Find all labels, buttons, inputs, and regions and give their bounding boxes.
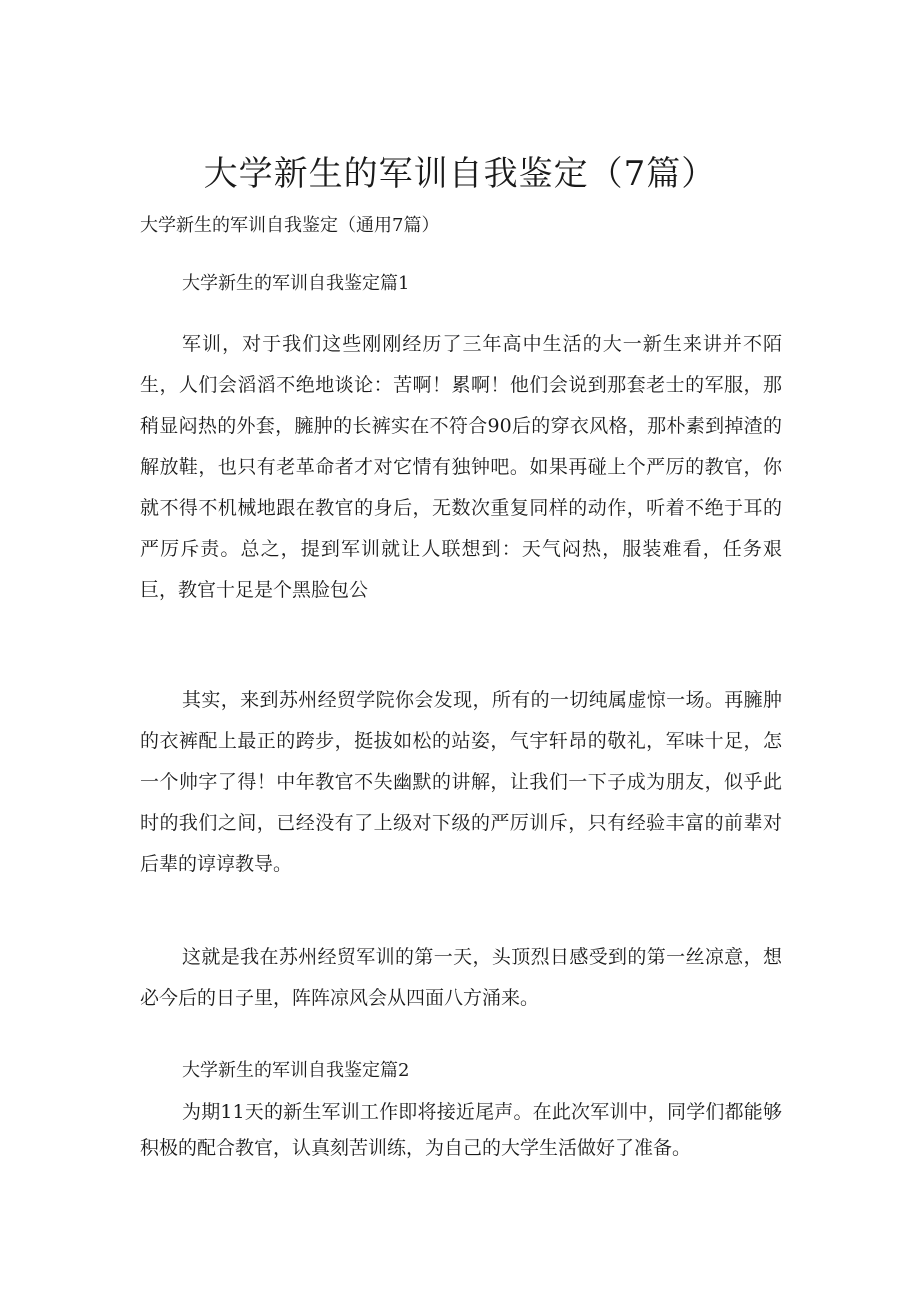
section-heading-1: 大学新生的军训自我鉴定篇1 xyxy=(182,273,410,294)
section-1-paragraph-1: 军训，对于我们这些刚刚经历了三年高中生活的大一新生来讲并不陌生，人们会滔滔不绝地谈论：苦啊！累啊！他们会说到那套老士的军服，那稍显闷热的外套，臃肿的长裤实在不符合90后的穿衣风格，那朴素到掉渣的解放鞋，也只有老革命者才对它情有独钟吧。如果再碰上个严厉的教官，你就不得不机械地跟在教官的身后，无数次重复同样的动作，听着不绝于耳的严厉斥责。总之，提到军训就让人联想到：天气闷热，服装难看，任务艰巨，教官十足是个黑脸包公 xyxy=(140,333,782,601)
document-subtitle: 大学新生的军训自我鉴定（通用7篇） xyxy=(140,215,440,236)
section-2-paragraph-1: 为期11天的新生军训工作即将接近尾声。在此次军训中，同学们都能够积极的配合教官，认真刻苦训练，为自己的大学生活做好了准备。 xyxy=(140,1101,782,1159)
section-1-paragraph-2: 其实，来到苏州经贸学院你会发现，所有的一切纯属虚惊一场。再臃肿的衣裤配上最正的跨步，挺拔如松的站姿，气宇轩昂的敬礼，军味十足，怎一个帅字了得！中年教官不失幽默的讲解，让我们一下子成为朋友，似乎此时的我们之间，已经没有了上级对下级的严厉训斥，只有经验丰富的前辈对后辈的谆谆教导。 xyxy=(140,689,782,875)
section-heading-2: 大学新生的军训自我鉴定篇2 xyxy=(182,1060,410,1081)
document-title: 大学新生的军训自我鉴定（7篇） xyxy=(203,154,717,194)
section-1-paragraph-3: 这就是我在苏州经贸军训的第一天，头顶烈日感受到的第一丝凉意，想必今后的日子里，阵阵凉风会从四面八方涌来。 xyxy=(140,946,782,1009)
